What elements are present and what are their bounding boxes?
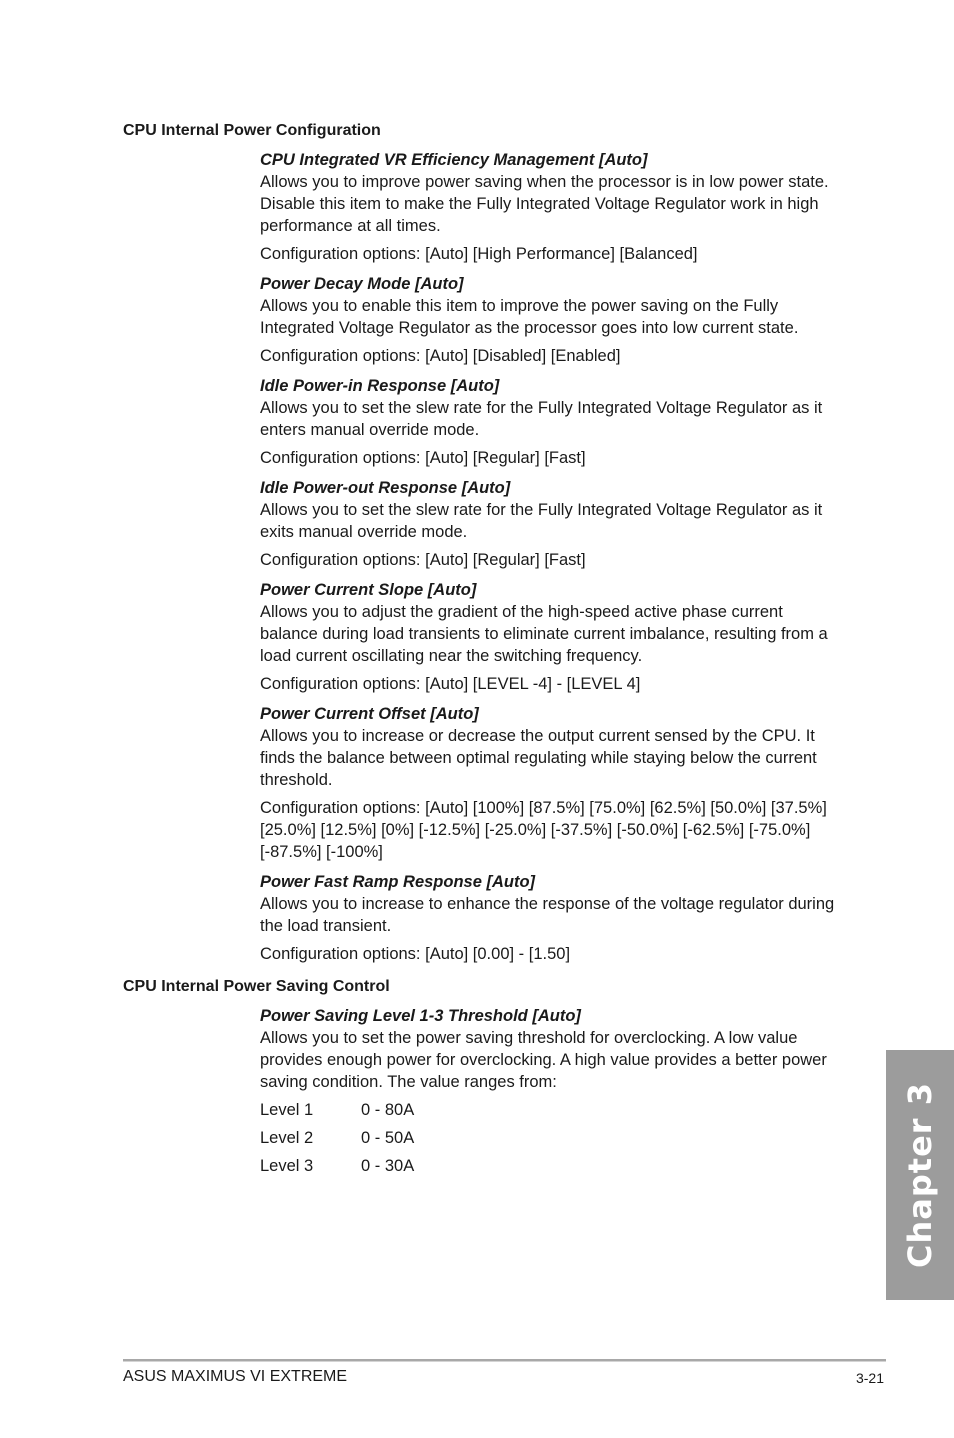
item-title: Power Saving Level 1-3 Threshold [Auto] <box>260 1007 581 1025</box>
level-name: Level 2 <box>260 1129 314 1147</box>
level-row <box>260 1155 845 1177</box>
item-title: Power Fast Ramp Response [Auto] <box>260 873 536 891</box>
item-description: Allows you to increase or decrease the output current sensed by the CPU. It finds the balance between optimal regulating while staying below the current threshold. <box>260 727 817 789</box>
item-options: Configuration options: [Auto] [0.00] - [1.50] <box>260 945 571 963</box>
section-title-power-configuration: CPU Internal Power Configuration <box>123 122 381 139</box>
item-options: Configuration options: [Auto] [High Performance] [Balanced] <box>260 245 698 263</box>
level-range: 0 - 80A <box>361 1101 415 1119</box>
item-title: Power Decay Mode [Auto] <box>260 275 464 293</box>
item-description: Allows you to improve power saving when the processor is in low power state. Disable this item to make the Fully Integrated Voltage Regulator work in high performance at all times. <box>260 173 829 235</box>
item-power-saving-threshold <box>260 1005 845 1177</box>
item-options: Configuration options: [Auto] [Regular] [Fast] <box>260 551 586 569</box>
item-vr-efficiency-management <box>260 149 845 265</box>
chapter-tab <box>886 1050 954 1300</box>
level-row <box>260 1099 845 1121</box>
level-table <box>260 1099 845 1177</box>
item-description: Allows you to increase to enhance the response of the voltage regulator during the load transient. <box>260 895 835 935</box>
item-description: Allows you to enable this item to improve the power saving on the Fully Integrated Voltage Regulator as the processor goes into low current state. <box>260 297 799 337</box>
item-power-fast-ramp-response <box>260 871 845 965</box>
level-range: 0 - 30A <box>361 1157 415 1175</box>
item-options: Configuration options: [Auto] [Regular] [Fast] <box>260 449 586 467</box>
item-description: Allows you to set the power saving threshold for overclocking. A low value provides enough power for overclocking. A high value provides a better power saving condition. The value ranges from: <box>260 1029 827 1091</box>
item-description: Allows you to set the slew rate for the Fully Integrated Voltage Regulator as it enters manual override mode. <box>260 399 823 439</box>
footer-divider <box>123 1359 886 1362</box>
section-power-saving-control <box>260 1005 845 1183</box>
footer-product-name: ASUS MAXIMUS VI EXTREME <box>123 1368 348 1385</box>
level-range: 0 - 50A <box>361 1129 415 1147</box>
item-options: Configuration options: [Auto] [LEVEL -4] - [LEVEL 4] <box>260 675 641 693</box>
level-name: Level 1 <box>260 1101 314 1119</box>
level-row <box>260 1127 845 1149</box>
level-name: Level 3 <box>260 1157 314 1175</box>
section-power-configuration <box>260 149 845 973</box>
item-title: Idle Power-in Response [Auto] <box>260 377 500 395</box>
item-idle-power-in-response <box>260 375 845 469</box>
item-options: Configuration options: [Auto] [100%] [87.5%] [75.0%] [62.5%] [50.0%] [37.5%] [25.0%] [12.5%] [0%] [-12.5%] [-25.0%] [-37.5%] [-50.0%] [-62.5%] [-75.0%] [-87.5%] [-100%] <box>260 799 827 861</box>
item-power-current-slope <box>260 579 845 695</box>
item-title: Power Current Offset [Auto] <box>260 705 479 723</box>
footer-page-number: 3-21 <box>855 1370 884 1386</box>
item-title: CPU Integrated VR Efficiency Management [Auto] <box>260 151 648 169</box>
item-title: Power Current Slope [Auto] <box>260 581 477 599</box>
chapter-label: Chapter 3 <box>901 1082 939 1268</box>
item-power-current-offset <box>260 703 845 863</box>
item-description: Allows you to adjust the gradient of the high-speed active phase current balance during load transients to eliminate current imbalance, resulting from a load current oscillating near the switching frequency. <box>260 603 828 665</box>
section-title-power-saving-control: CPU Internal Power Saving Control <box>123 978 390 995</box>
item-description: Allows you to set the slew rate for the Fully Integrated Voltage Regulator as it exits manual override mode. <box>260 501 823 541</box>
item-power-decay-mode <box>260 273 845 367</box>
item-options: Configuration options: [Auto] [Disabled] [Enabled] <box>260 347 621 365</box>
item-title: Idle Power-out Response [Auto] <box>260 479 511 497</box>
item-idle-power-out-response <box>260 477 845 571</box>
